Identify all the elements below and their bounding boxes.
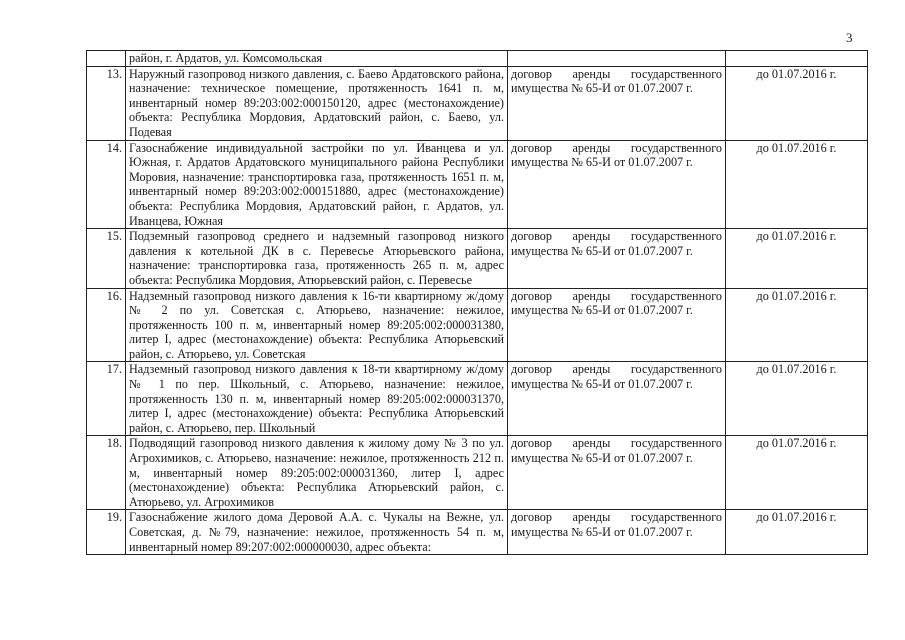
table-row — [87, 362, 868, 436]
row-number: 19. — [87, 510, 126, 555]
row-number: 15. — [87, 229, 126, 288]
legal-basis: договор аренды государственного имущества № 65-И от 01.07.2007 г. — [508, 288, 726, 362]
row-number: 16. — [87, 288, 126, 362]
property-register-table — [86, 50, 868, 555]
term-date: до 01.07.2016 г. — [726, 66, 868, 140]
object-description: район, г. Ардатов, ул. Комсомольская — [126, 51, 508, 67]
row-number: 17. — [87, 362, 126, 436]
object-description: Подземный газопровод среднего и надземный газопровод низкого давления к котельной ДК в с. Перевесье Атюрьевского района, назначение: транспортировка газа, протяженность 265 п. м, адрес объекта: Республика Мордовия, Атюрьевский район, с. Перевесье — [126, 229, 508, 288]
table-row — [87, 288, 868, 362]
legal-basis: договор аренды государственного имущества № 65-И от 01.07.2007 г. — [508, 362, 726, 436]
term-date: до 01.07.2016 г. — [726, 510, 868, 555]
row-number: 14. — [87, 140, 126, 229]
table-row — [87, 229, 868, 288]
legal-basis: договор аренды государственного имущества № 65-И от 01.07.2007 г. — [508, 140, 726, 229]
object-description: Надземный газопровод низкого давления к 16-ти квартирному ж/дому № 2 по ул. Советская с. Атюрьево, назначение: нежилое, протяженность 100 п. м, инвентарный номер 89:205:002:000031380, литер I, адрес (местонахождение) объекта: Республика Атюрьевский район, с. Атюрьево, ул. Советская — [126, 288, 508, 362]
legal-basis: договор аренды государственного имущества № 65-И от 01.07.2007 г. — [508, 510, 726, 555]
term-date: до 01.07.2016 г. — [726, 140, 868, 229]
term-date: до 01.07.2016 г. — [726, 362, 868, 436]
legal-basis: договор аренды государственного имущества № 65-И от 01.07.2007 г. — [508, 436, 726, 510]
legal-basis — [508, 51, 726, 67]
term-date — [726, 51, 868, 67]
object-description: Газоснабжение жилого дома Деровой А.А. с. Чукалы на Вежне, ул. Советская, д. №79, назначение: нежилое, протяженность 54 п. м, инвентарный номер 89:207:002:000000030, адрес объекта: — [126, 510, 508, 555]
term-date: до 01.07.2016 г. — [726, 436, 868, 510]
table-row — [87, 51, 868, 67]
table-row — [87, 140, 868, 229]
table-row — [87, 436, 868, 510]
object-description: Подводящий газопровод низкого давления к жилому дому № 3 по ул. Агрохимиков, с. Атюрьево, назначение: нежилое, протяженность 212 п. м, инвентарный номер 89:205:002:000031360, литер I, адрес (местонахождение) объекта: Республика Атюрьевский район, с. Атюрьево, ул. Агрохимиков — [126, 436, 508, 510]
object-description: Газоснабжение индивидуальной застройки по ул. Иванцева и ул. Южная, г. Ардатов Ардатовского муниципального района Республики Моровия, назначение: транспортировка газа, протяженность 1651 п. м, инвентарный номер 89:203:002:000151880, адрес (местонахождение) объекта: Республика Мордовия, Ардатовский район, г. Ардатов, ул. Иванцева, Южная — [126, 140, 508, 229]
legal-basis: договор аренды государственного имущества № 65-И от 01.07.2007 г. — [508, 229, 726, 288]
term-date: до 01.07.2016 г. — [726, 288, 868, 362]
legal-basis: договор аренды государственного имущества № 65-И от 01.07.2007 г. — [508, 66, 726, 140]
object-description: Надземный газопровод низкого давления к 18-ти квартирному ж/дому № 1 по пер. Школьный, с. Атюрьево, назначение: нежилое, протяженность 130 п. м, инвентарный номер 89:205:002:000031370, литер I, адрес (местонахождение) объекта: Республика Атюрьевский район, с. Атюрьево, пер. Школьный — [126, 362, 508, 436]
row-number: 18. — [87, 436, 126, 510]
page-number: 3 — [846, 30, 853, 45]
row-number: 13. — [87, 66, 126, 140]
object-description: Наружный газопровод низкого давления, с. Баево Ардатовского района, назначение: техническое помещение, протяженность 1641 п. м, инвентарный номер 89:203:002:000150120, адрес (местонахождение) объекта: Республика Мордовия, Ардатовский район, с. Баево, ул. Подевая — [126, 66, 508, 140]
term-date: до 01.07.2016 г. — [726, 229, 868, 288]
table-row — [87, 66, 868, 140]
row-number — [87, 51, 126, 67]
table-row — [87, 510, 868, 555]
